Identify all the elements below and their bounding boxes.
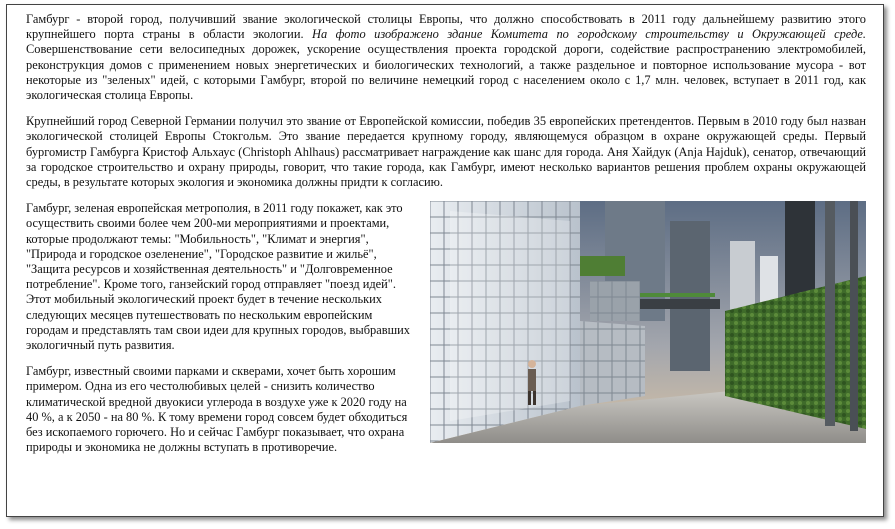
paragraph-4 [26, 364, 418, 455]
paragraph-1-body: Совершенствование сети велосипедных дорожек, ускорение осуществления проекта городской дороги, содействие распространению электромобилей, реконструкция домов с применением новых энергетических и биологических технологий, а также раздельное и повторное использование мусора - вот некоторые из "зеленых" идей, с которыми Гамбург, второй по величине немецкий город с населением около с 1,7 млн. человек, вступает в 2011 год, как экологическая столица Европы. [26, 42, 866, 103]
article-body [26, 12, 866, 481]
paragraph-4-part-b: показывает, что охрана природы и экономика не должны вступать в противоречие. [26, 425, 405, 455]
photo-caption: На фото изображено здание Комитета по городскому строительству и Окружающей среде. [312, 27, 866, 42]
paragraph-1-intro: Гамбург - второй город, получивший звание экологической столицы Европы, что должно способствовать в 2011 году дальнейшему развитию этого крупнейшего порта страны в области экологии. [26, 12, 866, 42]
building-photo [430, 201, 866, 443]
paragraph-4-part-a: Гамбург, известный своими парками и скверами, хочет быть хорошим примером. Одна из его честолюбивых целей - снизить количество климатической вредной двуокиси углерода в воздухе уже к 2020 году на 40 %, а к 2050 - на 80 %. К тому времени город совсем будет обходиться без ископаемого горючего. Но и сейчас Гамбург [26, 364, 408, 440]
paragraph-3: Гамбург, зеленая европейская метрополия, в 2011 году покажет, как это осуществить своими более чем 200-ми мероприятиями и проектами, которые продолжают темы: "Мобильность", "Климат и энергия", "Природа и городское озеленение", "Городское развитие и жильё", "Защита ресурсов и хозяйственная деятельность" и "Долговременное потребление". Кроме того, ганзейский город отправляет "поезд идей". Этот мобильный экологический проект будет в течение нескольких следующих месяцев путешествовать по нескольким европейским городам и представлять там свои идеи для крупных городов, выбравших экологичный путь развития. [26, 201, 410, 353]
lower-section [26, 201, 866, 481]
paragraph-1 [26, 12, 866, 103]
paragraph-2: Крупнейший город Северной Германии получил это звание от Европейской комиссии, победив 35 европейских претендентов. Первым в 2010 году был назван экологической столицей Европы Стокгольм. Это звание передается крупному городу, являющемуся образцом в охране окружающей среды. Первый бургомистр Гамбурга Кристоф Альхаус (Christoph Ahlhaus) рассматривает награждение как шанс для города. Аня Хайдук (Anja Hajduk), сенатор, отвечающий за городское строительство и охрану природы, говорит, что такие города, как Гамбург, имеют несколько вариантов решения проблем охраны окружающей среды, в результате которых экология и экономика должны придти к согласию. [26, 114, 866, 190]
